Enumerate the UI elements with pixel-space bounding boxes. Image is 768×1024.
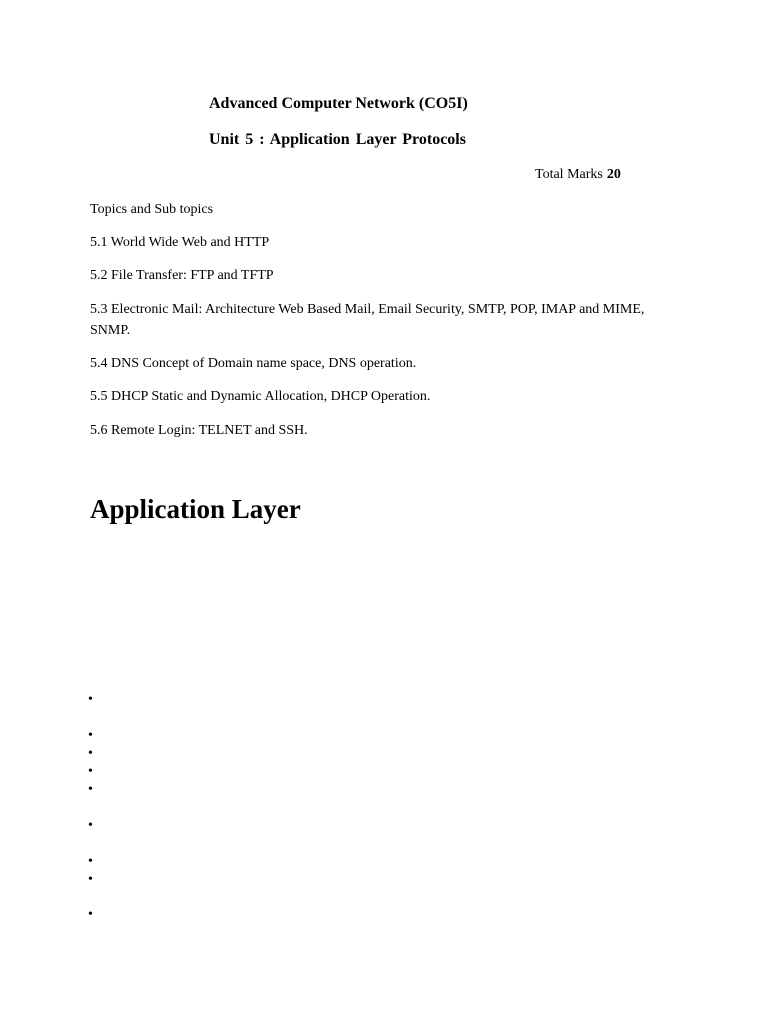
total-marks-label: Total Marks [535, 167, 603, 182]
bullet-icon: • [88, 854, 93, 869]
bullet-icon: • [88, 818, 93, 833]
course-title: Advanced Computer Network (CO5I) [209, 95, 468, 112]
bullet-icon: • [88, 728, 93, 743]
bullet-icon: • [88, 872, 93, 887]
bullet-icon: • [88, 764, 93, 779]
topic-item: 5.2 File Transfer: FTP and TFTP [90, 268, 274, 283]
unit-title: Unit 5 : Application Layer Protocols [209, 131, 466, 148]
topic-item: 5.1 World Wide Web and HTTP [90, 235, 270, 250]
total-marks [535, 165, 621, 185]
topic-item: 5.4 DNS Concept of Domain name space, DNS operation. [90, 356, 417, 371]
section-heading: Application Layer [90, 494, 301, 524]
topics-heading: Topics and Sub topics [90, 202, 214, 217]
total-marks-value: 20 [606, 167, 621, 182]
bullet-icon: • [88, 907, 93, 922]
topic-item: 5.5 DHCP Static and Dynamic Allocation, DHCP Operation. [90, 389, 431, 404]
bullet-icon: • [88, 746, 93, 761]
topic-item: 5.3 Electronic Mail: Architecture Web Based Mail, Email Security, SMTP, POP, IMAP and MIME, SNMP. [90, 302, 645, 338]
topic-item: 5.6 Remote Login: TELNET and SSH. [90, 423, 308, 438]
bullet-icon: • [88, 782, 93, 797]
bullet-icon: • [88, 692, 93, 707]
